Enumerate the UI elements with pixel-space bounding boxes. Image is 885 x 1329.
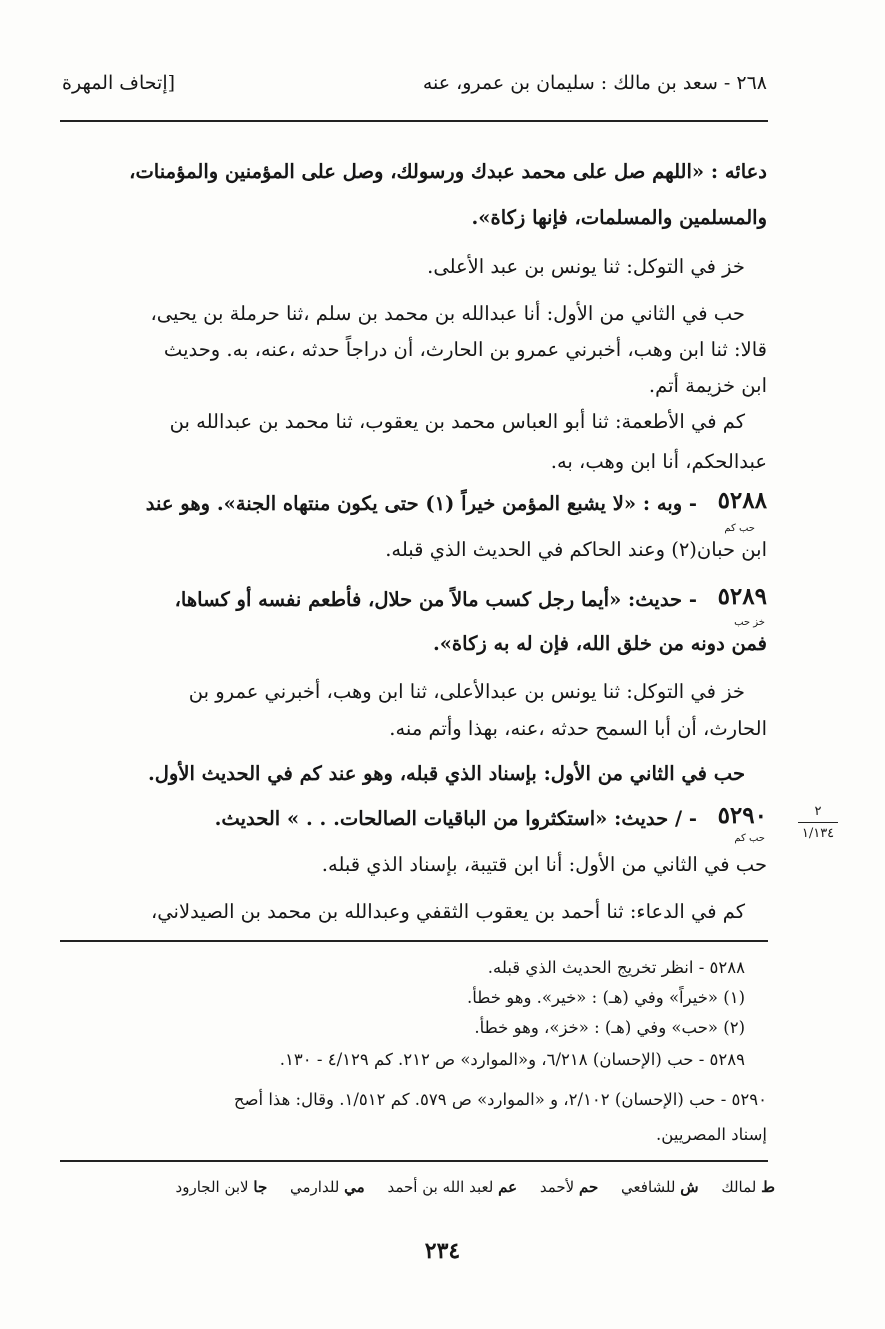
text-line: حب في الثاني من الأول: أنا عبدالله بن محمد بن سلم ،ثنا حرملة بن يحيى،: [150, 302, 745, 325]
footnote-line: ٥٢٨٨ - انظر تخريج الحديث الذي قبله.: [487, 958, 745, 977]
abbrev-item: حم لأحمد: [539, 1178, 599, 1196]
margin-ref-rule: [798, 822, 838, 823]
text-line: خز في التوكل: ثنا يونس بن عبدالأعلى، ثنا ابن وهب، أخبرني عمرو بن: [188, 680, 745, 703]
header-rule: [60, 120, 768, 122]
abbrev-item: عم لعبد الله بن أحمد: [387, 1178, 518, 1196]
footnote-line: ٥٢٩٠ - حب (الإحسان) ٢/١٠٢، و «الموارد» ص ٥٧٩. كم ١/٥١٢. وقال: هذا أصح: [233, 1090, 767, 1109]
hadith-5288-text: - وبه : «لا يشبع المؤمن خيراً (١) حتى يكون منتهاه الجنة». وهو عند: [145, 492, 697, 515]
text-line: حب في الثاني من الأول: بإسناد الذي قبله، وهو عند كم في الحديث الأول.: [147, 762, 745, 785]
text-line: حب في الثاني من الأول: أنا ابن قتيبة، بإسناد الذي قبله.: [321, 853, 767, 876]
text-line: كم في الدعاء: ثنا أحمد بن يعقوب الثقفي وعبدالله بن محمد بن الصيدلاني،: [151, 900, 745, 923]
text-line: خز في التوكل: ثنا يونس بن عبد الأعلى.: [427, 255, 745, 278]
footnote-line: إسناد المصريين.: [656, 1125, 767, 1144]
abbrev-item: ش للشافعي: [621, 1178, 699, 1196]
text-line: دعائه : «اللهم صل على محمد عبدك ورسولك، وصل على المؤمنين والمؤمنات،: [129, 160, 767, 183]
sigla-5290: حب كم: [734, 833, 765, 844]
hadith-5289-text: - حديث: «أيما رجل كسب مالاً من حلال، فأطعم نفسه أو كساها،: [174, 588, 697, 611]
abbrev-item: ط لمالك: [721, 1178, 775, 1196]
running-header-title: ٢٦٨ - سعد بن مالك : سليمان بن عمرو، عنه: [422, 72, 767, 94]
running-header-book: [إتحاف المهرة: [62, 72, 176, 94]
text-line: ابن خزيمة أتم.: [648, 374, 767, 397]
text-line: الحارث، أن أبا السمح حدثه ،عنه، بهذا وأتم منه.: [389, 717, 767, 740]
text-line: والمسلمين والمسلمات، فإنها زكاة».: [471, 206, 767, 229]
sigla-5289: خز حب: [734, 617, 765, 628]
text-line: قالا: ثنا ابن وهب، أخبرني عمرو بن الحارث، أن دراجاً حدثه ،عنه، به. وحديث: [163, 338, 767, 361]
text-line: ابن حبان(٢) وعند الحاكم في الحديث الذي قبله.: [385, 538, 767, 561]
text-line: كم في الأطعمة: ثنا أبو العباس محمد بن يعقوب، ثنا محمد بن عبدالله بن: [169, 410, 745, 433]
footnote-line: (٢) «حب» وفي (هـ) : «خز»، وهو خطأ.: [474, 1018, 745, 1037]
abbrev-item: مي للدارمي: [290, 1178, 365, 1196]
margin-ref-bottom: ١/١٣٤: [801, 826, 835, 841]
footnote-line: ٥٢٨٩ - حب (الإحسان) ٦/٢١٨، و«الموارد» ص ٢١٢. كم ٤/١٢٩ - ١٣٠.: [279, 1050, 745, 1069]
text-line: فمن دونه من خلق الله، فإن له به زكاة».: [432, 632, 767, 655]
hadith-5290-text: - / حديث: «استكثروا من الباقيات الصالحات. . . » الحديث.: [214, 807, 697, 830]
abbreviation-key: [158, 1178, 775, 1196]
text-line: عبدالحكم، أنا ابن وهب، به.: [550, 450, 767, 473]
hadith-number-5289: ٥٢٨٩: [717, 583, 767, 610]
hadith-number-5288: ٥٢٨٨: [717, 487, 767, 514]
margin-ref-top: ٢: [814, 804, 822, 819]
hadith-number-5290: ٥٢٩٠: [717, 802, 767, 829]
abbrev-item: جا لابن الجارود: [175, 1178, 268, 1196]
footnote-line: (١) «خيراً» وفي (هـ) : «خير». وهو خطأ.: [466, 988, 745, 1007]
sigla-5288: حب كم: [724, 523, 755, 534]
page-number: ٢٣٤: [424, 1238, 461, 1264]
footnote-rule: [60, 940, 768, 942]
abbreviation-rule: [60, 1160, 768, 1162]
